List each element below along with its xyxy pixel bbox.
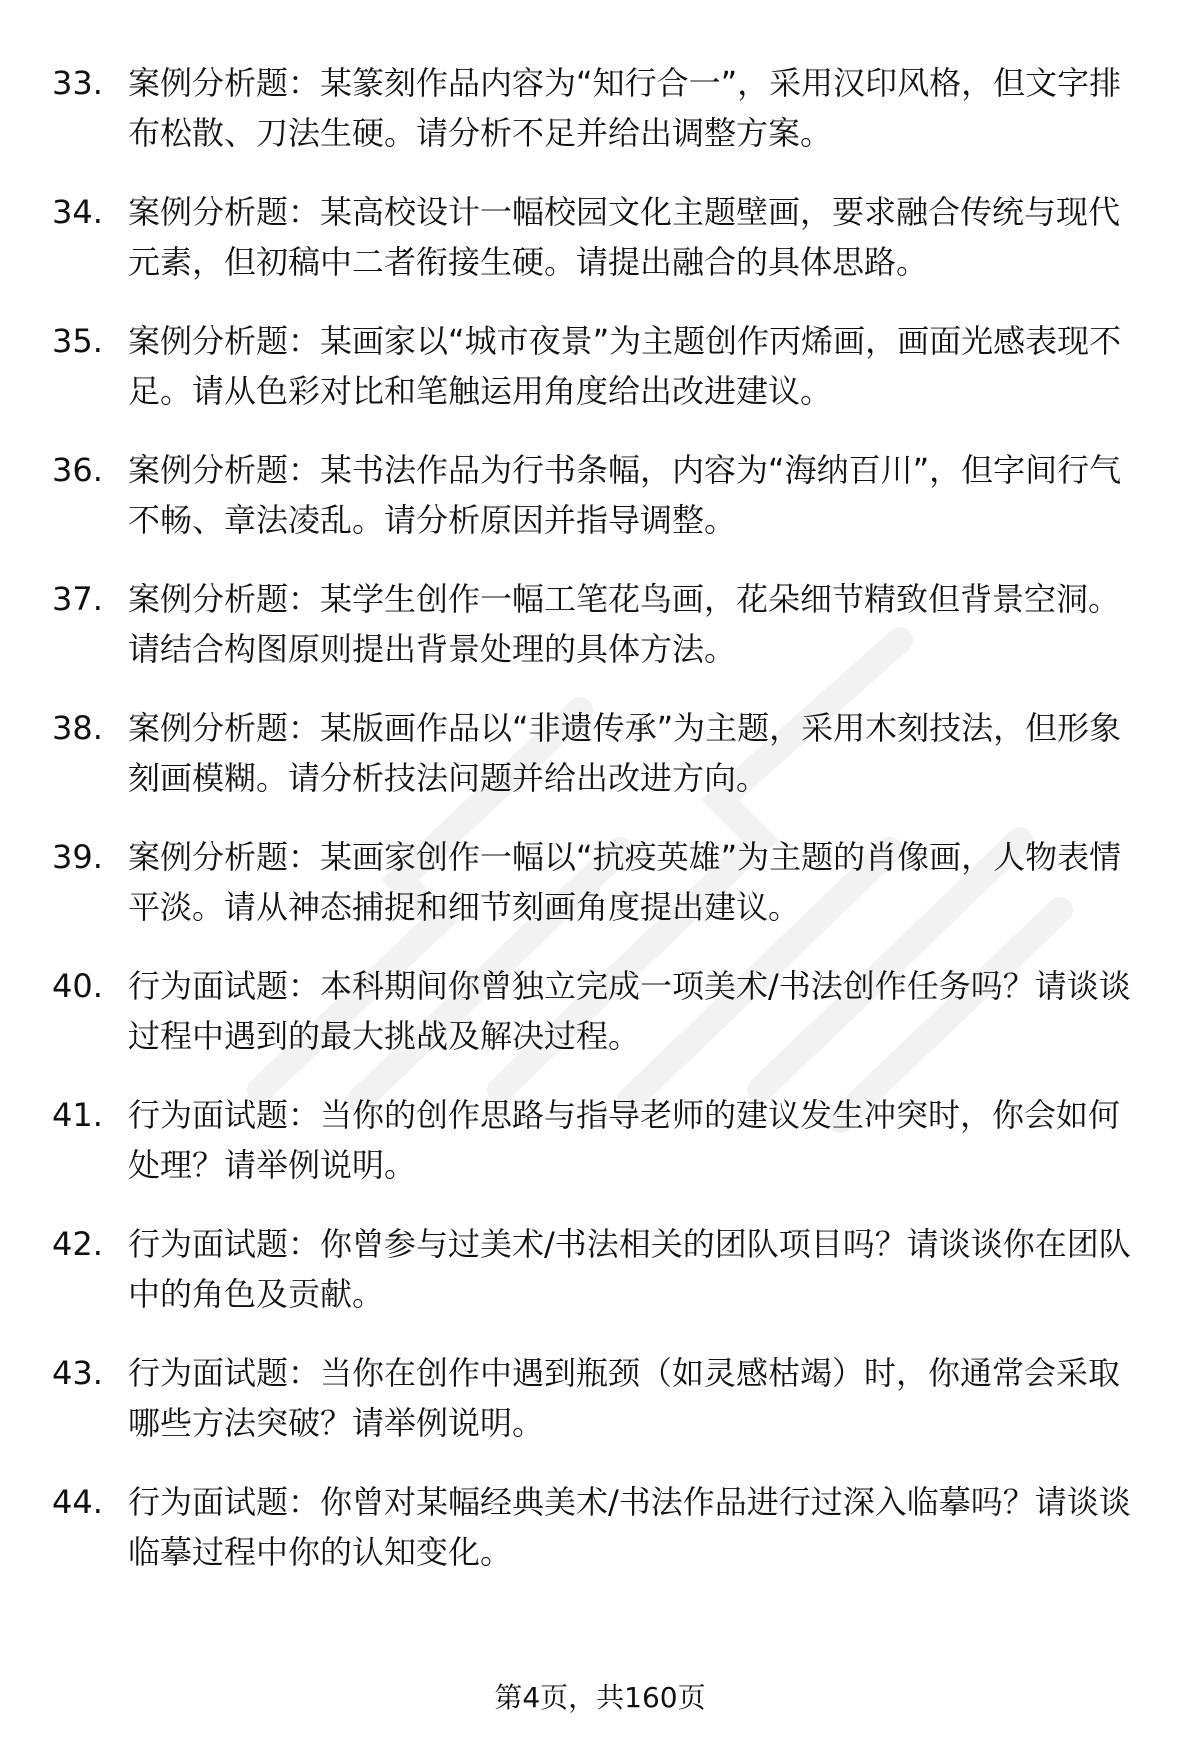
question-list	[52, 58, 1152, 1606]
question-number: 33.	[52, 64, 103, 102]
question-number: 39.	[52, 838, 103, 876]
question-text: 行为面试题：本科期间你曾独立完成一项美术/书法创作任务吗？请谈谈过程中遇到的最大挑战及解决过程。	[128, 967, 1131, 1055]
question-number: 37.	[52, 580, 103, 618]
page-footer: 第4页，共160页	[494, 1681, 706, 1714]
question-text: 案例分析题：某版画作品以“非遗传承”为主题，采用木刻技法，但形象刻画模糊。请分析技法问题并给出改进方向。	[128, 709, 1122, 797]
question-text: 案例分析题：某篆刻作品内容为“知行合一”，采用汉印风格，但文字排布松散、刀法生硬。请分析不足并给出调整方案。	[128, 64, 1122, 152]
question-item	[52, 961, 1152, 1090]
question-number: 44.	[52, 1483, 103, 1521]
question-number: 42.	[52, 1225, 103, 1263]
question-number: 43.	[52, 1354, 103, 1392]
question-text: 案例分析题：某画家以“城市夜景”为主题创作丙烯画，画面光感表现不足。请从色彩对比和笔触运用角度给出改进建议。	[128, 322, 1122, 410]
question-item	[52, 1477, 1152, 1606]
question-text: 案例分析题：某高校设计一幅校园文化主题壁画，要求融合传统与现代元素，但初稿中二者衔接生硬。请提出融合的具体思路。	[128, 193, 1121, 281]
question-item	[52, 58, 1152, 187]
question-item	[52, 1348, 1152, 1477]
question-number: 40.	[52, 967, 103, 1005]
question-item	[52, 574, 1152, 703]
question-number: 35.	[52, 322, 103, 360]
question-number: 34.	[52, 193, 103, 231]
question-item	[52, 316, 1152, 445]
question-item	[52, 445, 1152, 574]
question-text: 案例分析题：某学生创作一幅工笔花鸟画，花朵细节精致但背景空洞。请结合构图原则提出背景处理的具体方法。	[128, 580, 1121, 668]
question-item	[52, 1219, 1152, 1348]
question-number: 41.	[52, 1096, 103, 1134]
question-item	[52, 703, 1152, 832]
question-text: 行为面试题：当你在创作中遇到瓶颈（如灵感枯竭）时，你通常会采取哪些方法突破？请举例说明。	[128, 1354, 1121, 1442]
question-text: 案例分析题：某书法作品为行书条幅，内容为“海纳百川”，但字间行气不畅、章法凌乱。请分析原因并指导调整。	[128, 451, 1122, 539]
question-text: 行为面试题：当你的创作思路与指导老师的建议发生冲突时，你会如何处理？请举例说明。	[128, 1096, 1121, 1184]
question-number: 36.	[52, 451, 103, 489]
question-text: 案例分析题：某画家创作一幅以“抗疫英雄”为主题的肖像画，人物表情平淡。请从神态捕捉和细节刻画角度提出建议。	[128, 838, 1122, 926]
question-item	[52, 832, 1152, 961]
question-item	[52, 187, 1152, 316]
question-number: 38.	[52, 709, 103, 747]
question-text: 行为面试题：你曾对某幅经典美术/书法作品进行过深入临摹吗？请谈谈临摹过程中你的认知变化。	[128, 1483, 1131, 1571]
question-text: 行为面试题：你曾参与过美术/书法相关的团队项目吗？请谈谈你在团队中的角色及贡献。	[128, 1225, 1131, 1313]
question-item	[52, 1090, 1152, 1219]
